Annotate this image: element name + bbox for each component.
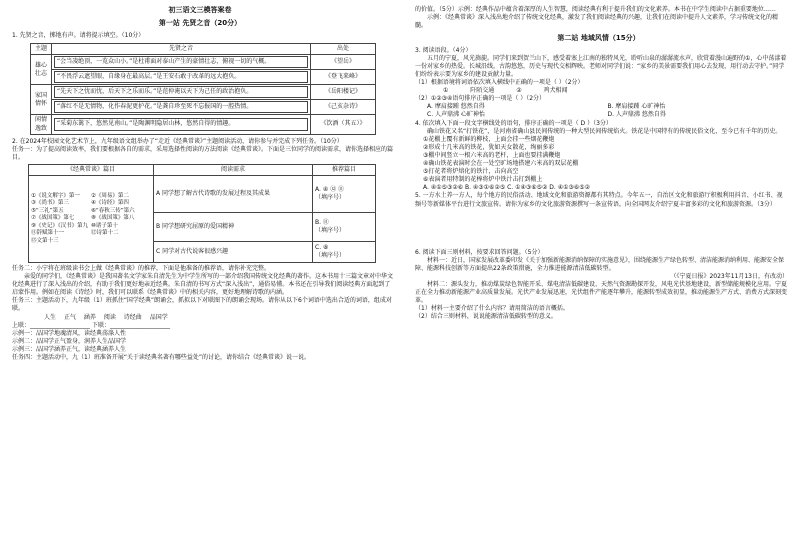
list-item: ③棚中间竖立一根六米高的老杆，上面也要挂满鞭炮	[423, 151, 561, 159]
task4-prompt: 任务四：主题活动中，九（1）班准备开展“关于读经典名著有哪些益处”的讨论，请你结合《经典常谈》说一说。	[12, 354, 311, 362]
task1-prompt: 任务一：为了提高阅读效率，我们要根据各自的需求，采用选择性阅读的方法阅读《经典常谈》。下面是三位同学的阅读需求，请你选择相应的篇目。	[12, 145, 394, 161]
q5-prompt: 5. 一方水土养一方人，每个地方的民俗活动、地域文化和旅游资源都有其特点。今年五一，自治区文化和旅游厅积极利用抖音、小红书、视频号等新媒体平台进行文旅宣传。请你为家乡的文化旅游资源撰写一条宣传语，向全国网友介绍宁夏丰富多彩的文化和旅游资源。（3分）	[415, 192, 783, 208]
word-item: 正气	[63, 313, 76, 321]
word-item: 品国学	[149, 313, 168, 321]
quotes-table	[30, 43, 376, 135]
rec-answer: B. ⑪	[315, 218, 329, 226]
task3-prompt: 任务三：主题活动下，九年级（1）班抓住“国学经典”朗诵会，抓拟以下对联图下的朗诵会现场。请你从以下6个词语中选出合适的词语，组成对联。	[12, 297, 392, 313]
need-cell: B 同学想研究屈原的爱国精神	[154, 213, 313, 242]
example-3: 示例三：品国学涵养正气，读经典涵养人生	[12, 345, 127, 353]
material-1: 材料一：近日，国家发展改革委印发《关于加强新能源消纳保障的实施意见》，围绕能源生产绿色转型、清洁能源消纳利用、能源安全保障、能源科技创新等方面提出22条政策措施，全力推进能源清洁低碳转型。	[415, 256, 785, 272]
table-row	[29, 176, 376, 213]
quote-cell	[52, 55, 311, 70]
source-cell: 《望岳》	[311, 55, 376, 70]
quote-text: “会当凌绝顶，一览众山小。”是杜甫面对泰山产生的豪情壮志，俯视一切的气概。	[54, 56, 308, 68]
list-item: ⑥表演者用特制的花棒将炉中铁汁击打到棚上	[423, 176, 543, 184]
station2-heading: 第二站 地域风情（15分）	[557, 34, 640, 43]
q2-intro: 2. 在2024年校园文化艺术节上，九年级语文组举办了“走近《经典常谈》”主题阅读活动，请你参与并完成下列任务。（10分）	[12, 137, 343, 145]
task2-prompt: 任务二：小宁将在班级读书会上做《经典常谈》的推荐，下面是他准备的推荐语，请你补充完整。	[12, 265, 271, 272]
q3-prompt: 3. 阅读语段。（4分）	[415, 46, 472, 54]
reading-table	[28, 164, 376, 263]
q6-prompt: 6. 阅读下面三则材料，按要求回答问题。（5分）	[415, 248, 544, 256]
table1-header-quote: 先贤之音	[52, 43, 311, 54]
list-item: ⑨《史记》《汉书》第九	[31, 222, 89, 229]
list-item: ⑧《战国策》第八	[91, 215, 135, 222]
q3-sub: （1）根据语境将词语依次填入横线中正确的一项是（ ）（2分）	[415, 79, 584, 87]
list-item: ⑫诗第十二	[91, 230, 119, 237]
top-text: 的价值。（5分）示例：经典作品中蕴含着深厚的人生智慧，阅读经典有利于提升我们的文化素养。本书在中学生阅读中占据重要地位……	[415, 6, 776, 13]
list-item: ⑤“三礼”第五	[31, 207, 64, 214]
quote-text: “不畏浮云遮望眼，自缘身在最高层。”是王安石敢于改革的远大抱负。	[54, 71, 308, 83]
option: D. 人声鼎沸 悠然自得	[607, 111, 666, 119]
material-1-source: （《宁夏日报》2023年11月13日，有改动）	[670, 272, 788, 280]
rec-cell	[313, 176, 376, 213]
word-item: 涵养	[83, 313, 96, 321]
rec-cell	[313, 213, 376, 242]
quote-text: “先天下之忧而忧，后天下之乐而乐。”是范仲淹以天下为己任的政治抱负。	[54, 86, 308, 98]
list-item: ⑩诸子第十	[91, 222, 118, 229]
q4-prompt: 4. 依次填入下面一段文字横线处的语句，排序正确的一项是（ D ）（3分）	[415, 119, 612, 127]
material-2: 材料二：源头发力，推动煤炭绿色智能开采、煤电清洁低碳建设、天然气资源勘探开发，风电光伏基地建设，新型储能规模化应用。宁夏正在全力推动新能源产业高质量发展。光伏产业发展迅速，光伏组件产能逐年攀升，能源转型成效初显，推动能源生产方式、消费方式深刻变革。	[415, 280, 788, 305]
q4-items	[423, 136, 788, 185]
couplet-lower: 下联：	[91, 321, 110, 329]
list-item: ④《诗经》第四	[91, 200, 129, 207]
list-item: ⑬文第十三	[31, 237, 59, 244]
theme-cell: 家国情怀	[31, 85, 52, 115]
list-item: ②形成十几米高的铁花，犹如天女散花，绚丽多彩	[423, 143, 555, 151]
table-row	[31, 115, 376, 134]
table2-header-needs: 阅读需求	[154, 164, 313, 175]
quote-cell	[52, 100, 311, 115]
station1-heading: 第一站 先贤之音（20分）	[158, 19, 242, 28]
option: C. 人声鼎沸 心旷神怡	[427, 111, 485, 119]
list-item: ⑪辞赋第十一	[31, 230, 65, 237]
example-1: 示例一：品国学地魂清风，读经典荡涤人性	[12, 329, 127, 337]
q3-2: （2）①②③④语句排序正确的一项是（ ）（2分）	[415, 95, 546, 103]
table-row	[31, 100, 376, 115]
list-item: ①《说文解字》第一	[31, 193, 80, 200]
quote-cell	[52, 115, 311, 134]
table1-header-source: 出处	[311, 43, 376, 54]
word-item: 阅读	[103, 313, 116, 321]
source-cell: 《岳阳楼记》	[311, 85, 376, 100]
example-text: 示例：《经典常谈》深入浅出地介绍了传统文化经典，激发了我们阅读经典的兴趣，让我们在阅读中提升人文素养，学习传统文化的精髓。	[415, 14, 779, 30]
need-cell: C 同学对古代说客很感兴趣	[154, 242, 313, 263]
task2-text: 亲爱的同学们，《经典常谈》是我国著名文学家朱自清先生为中学生所写的一部介绍我国传统文化经典的著作。这本书用十三篇文章对中华文化经典进行了深入浅出的介绍，有助于我们更好地亲近经典。朱自清的书写方式“深入浅出”，通俗易懂。本书还在引导我们阅读经典方面起到了启蒙作用。例如在阅读《诗经》时，我们可以联系《经典常谈》中的相关内容，更好地理解诗歌的内涵。	[12, 273, 394, 297]
table-row	[31, 85, 376, 100]
q4-text: 确山铁花又名“打铁花”，是河南省确山县民间传统的一种大型民间传统焰火。铁花是中国特有的传统民俗文化，至今已有千年的历史。	[427, 127, 782, 135]
source-cell: 《登飞来峰》	[311, 70, 376, 85]
q3-word: ① 阡陌交通	[443, 87, 495, 95]
word-item: 人生	[44, 313, 57, 321]
q3-word: ② 鸡犬相闻	[516, 87, 568, 95]
exam-title: 初三语文三模答案卷	[168, 6, 232, 14]
q3-options	[427, 103, 788, 119]
rec-answer: C. ⑧	[315, 243, 329, 251]
option: B. 摩肩接踵 心旷神怡	[607, 103, 666, 111]
word-item: 诗经曲	[123, 313, 142, 321]
list-item: ④确山铁花表演时会在一处空旷场地搭建六米高的双层花棚	[423, 160, 579, 168]
theme-cell: 雄心壮志	[31, 55, 52, 85]
table-row	[31, 55, 376, 70]
m-question-2: （2）结合三则材料，说说能源清洁低碳转型的意义。	[415, 313, 557, 321]
rec-note: （填序号）	[315, 227, 346, 234]
answer-space	[403, 209, 794, 249]
q1-prompt: 1. 先贤之音，掷地有声。请将提示填空。（10分）	[12, 31, 145, 39]
example-2: 示例二：品国学正气盈身，润养人生品国学	[12, 337, 127, 345]
table2-header-rec: 推荐篇目	[313, 164, 376, 175]
list-item: ⑥“春秋三传”第六	[91, 207, 135, 214]
list-item: ⑤打花者将炉熔化的铁汁，击向高空	[423, 168, 519, 176]
chapter-list	[29, 176, 154, 263]
rec-cell	[313, 242, 376, 263]
need-cell: A 同学想了解古代诗歌的发展过程及其成果	[154, 176, 313, 213]
m-question-1: （1）材料一主要介绍了什么内容？请用简洁的语言概括。	[415, 305, 569, 313]
quote-cell	[52, 85, 311, 100]
list-item: ③《尚书》第三	[31, 200, 69, 207]
list-item: ⑦《战国策》第七	[31, 215, 75, 222]
quote-text: “采菊东篱下，悠然见南山。”是陶渊明隐居山林，悠然自得的情趣。	[54, 118, 308, 130]
table1-header-theme: 主题	[31, 43, 52, 54]
theme-cell: 闲情逸致	[31, 115, 52, 134]
couplet-lines: 上联：____________________ 下联：____________________	[12, 321, 170, 329]
rec-answer: A. ④ ⑫ ⑪	[315, 185, 345, 193]
source-cell: 《己亥杂诗》	[311, 100, 376, 115]
quote-text: “落红不是无情物，化作春泥更护花。”是龚自珍至死不忘报国的一腔热情。	[54, 101, 308, 113]
option: A. 摩肩接踵 悠然自得	[427, 103, 485, 111]
word-bank	[44, 314, 400, 322]
right-column	[403, 0, 794, 550]
table-row	[31, 70, 376, 85]
quote-cell	[52, 70, 311, 85]
rec-note: （填序号）	[315, 252, 346, 259]
q3-text: 五月的宁夏，风光旖旎。同学们来到贺兰山下，感受着塞上江南的独特风光，聆听山泉的潺潺流水声，欣赏着漫山遍野的①，心中荡漾着一份对家乡的热爱。长城沿线，古韵悠悠，历史与现代交相辉映。老师对同学们说：“家乡的美景需要我们用心去发现，用行动去守护。”同学们纷纷表示要为家乡的建设贡献力量。	[415, 54, 787, 78]
source-cell: 《饮酒（其五）》	[311, 115, 376, 134]
rec-note: （填序号）	[315, 194, 346, 201]
table2-header-chapters: 《经典常谈》篇目	[29, 164, 154, 175]
couplet-upper: 上联：	[12, 321, 31, 329]
list-item: ①花棚上覆有新鲜的柳枝，上面会挂一些烟花鞭炮	[423, 135, 555, 143]
q4-options: A. ④①⑤③②⑥ B. ④③①⑥②⑤ C. ①④③⑥⑤② D. ④①③⑥⑤②	[423, 184, 590, 192]
list-item: ②《周易》第二	[91, 193, 129, 200]
